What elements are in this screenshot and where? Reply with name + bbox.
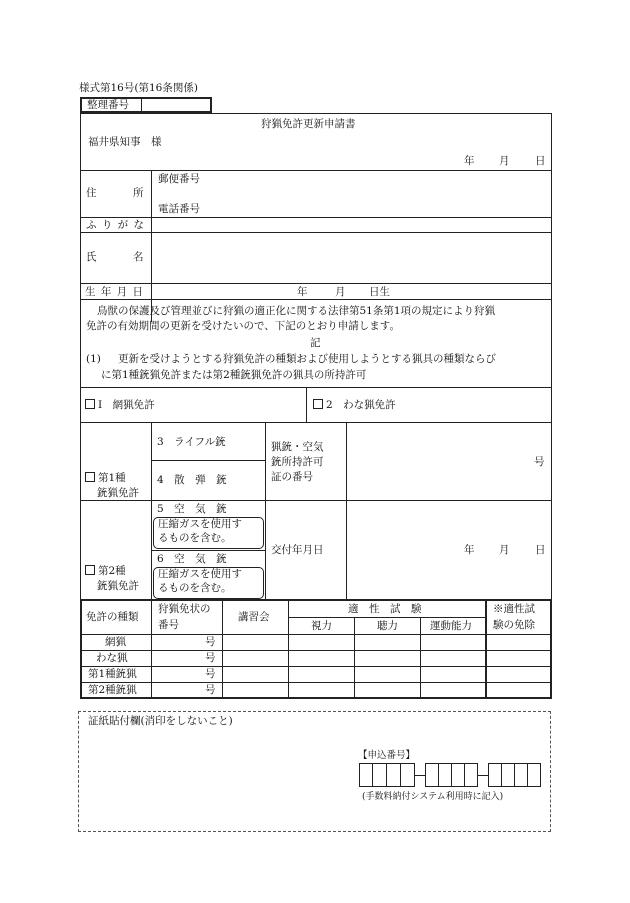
license-type2-label-2: 銃猟免許 <box>97 580 139 592</box>
phone-label: 電話番号 <box>158 203 200 215</box>
application-date-field[interactable] <box>420 153 548 167</box>
checkbox-icon <box>85 472 95 482</box>
gun-air-5-note-1: 圧縮ガスを使用す <box>158 518 242 530</box>
postal-code-label: 郵便番号 <box>158 173 200 185</box>
col-exempt-1: ※適性試 <box>493 603 535 615</box>
permit-number-label-2: 銃所持許可 <box>271 456 324 468</box>
birth-date-label: 生 年 月 日 <box>85 286 145 298</box>
table-row-go: 号 <box>205 684 216 696</box>
statement-line-1: 鳥獣の保護及び管理並びに狩猟の適正化に関する法律第51条第1項の規定により狩猟 <box>97 305 496 317</box>
name-field[interactable] <box>155 240 547 276</box>
license-wana[interactable] <box>313 399 396 412</box>
permit-number-label-3: 証の番号 <box>271 471 313 483</box>
permit-number-go: 号 <box>534 456 545 468</box>
col-course: 講習会 <box>238 611 270 623</box>
issue-date-field[interactable] <box>352 520 544 560</box>
address-label-1: 住 <box>86 187 97 199</box>
address-field[interactable] <box>155 186 547 200</box>
issue-month-label: 月 <box>499 544 510 556</box>
birth-month-label: 月 <box>335 286 346 298</box>
ki-heading: 記 <box>310 337 321 349</box>
gun-shotgun: 4 散 弾 銃 <box>157 474 227 486</box>
table-row-go: 号 <box>205 636 216 648</box>
item-line-2: に第1種銃猟免許または第2種銃猟免許の猟具の所持許可 <box>101 369 367 381</box>
col-aptitude-test: 適 性 試 験 <box>348 603 422 615</box>
license-ami[interactable] <box>85 399 155 412</box>
col-motor: 運動能力 <box>430 620 472 632</box>
table-row-go: 号 <box>205 668 216 680</box>
col-license-number-2: 番号 <box>158 619 179 631</box>
gun-air-5-title: 5 空 気 銃 <box>157 503 227 515</box>
application-number-label: 【申込番号】 <box>358 750 416 761</box>
date-day-label: 日 <box>535 155 546 167</box>
seiri-number-field[interactable] <box>143 99 210 111</box>
stamp-area <box>78 711 551 832</box>
gun-air-5-note-2: るものを含む。 <box>158 532 232 544</box>
application-number-note: (手数料納付システム利用時に記入) <box>362 792 504 802</box>
table-row-label: わな猟 <box>96 652 128 664</box>
table-row-label: 網猟 <box>105 636 126 648</box>
permit-number-field[interactable] <box>352 440 528 470</box>
permit-number-label-1: 猟銃・空気 <box>271 441 324 453</box>
addressee: 福井県知事 様 <box>88 136 162 148</box>
license-type2-label-1: 第2種 <box>98 565 126 577</box>
seiri-number-label: 整理番号 <box>87 99 129 111</box>
col-exempt-2: 験の免除 <box>493 619 535 631</box>
name-label-1: 氏 <box>86 251 97 263</box>
table-row-label: 第2種銃猟 <box>88 684 137 696</box>
gun-air-6-note-2: るものを含む。 <box>158 582 232 594</box>
address-label-2: 所 <box>133 187 144 199</box>
form-number: 様式第16号(第16条関係) <box>79 82 198 94</box>
table-row-label: 第1種銃猟 <box>88 668 137 680</box>
gun-air-6-title: 6 空 気 銃 <box>157 553 227 565</box>
birth-date-field[interactable] <box>160 285 410 297</box>
document-title: 狩猟免許更新申請書 <box>261 118 356 130</box>
col-license-kind: 免許の種類 <box>86 611 139 623</box>
license-type1-label-2: 銃猟免許 <box>97 487 139 499</box>
checkbox-icon <box>313 399 323 409</box>
issue-date-label: 交付年月日 <box>271 544 324 556</box>
furigana-label: ふ り が な <box>86 219 146 231</box>
license-ami-label: I 網猟免許 <box>98 399 155 411</box>
date-year-label: 年 <box>464 155 475 167</box>
stamp-area-label: 証紙貼付欄(消印をしないこと) <box>88 715 233 727</box>
issue-year-label: 年 <box>464 544 475 556</box>
col-vision: 視力 <box>311 620 332 632</box>
table-row-go: 号 <box>205 652 216 664</box>
checkbox-icon <box>85 399 95 409</box>
license-type1-label-1: 第1種 <box>98 472 126 484</box>
license-wana-label: 2 わな猟免許 <box>326 399 396 411</box>
name-label-2: 名 <box>133 251 144 263</box>
furigana-field[interactable] <box>155 219 547 231</box>
issue-day-label: 日 <box>535 544 546 556</box>
item-number: (1) <box>86 353 101 365</box>
app-number-group-1[interactable] <box>359 763 415 787</box>
date-month-label: 月 <box>499 155 510 167</box>
statement-line-2: 免許の有効期間の更新を受けたいので、下記のとおり申請します。 <box>86 320 400 332</box>
checkbox-icon <box>85 565 95 575</box>
gun-air-6-note-1: 圧縮ガスを使用す <box>158 568 242 580</box>
license-type2[interactable] <box>85 565 126 578</box>
license-type1[interactable] <box>85 472 126 485</box>
birth-year-label: 年 <box>297 286 308 298</box>
item-line-1: 更新を受けようとする狩猟免許の種類および使用しようとする猟具の種類ならび <box>118 353 496 365</box>
col-license-number-1: 狩猟免状の <box>158 603 211 615</box>
gun-rifle: 3 ライフル銃 <box>157 436 226 448</box>
birth-day-label: 日生 <box>369 286 390 298</box>
col-hearing: 聴力 <box>377 620 398 632</box>
